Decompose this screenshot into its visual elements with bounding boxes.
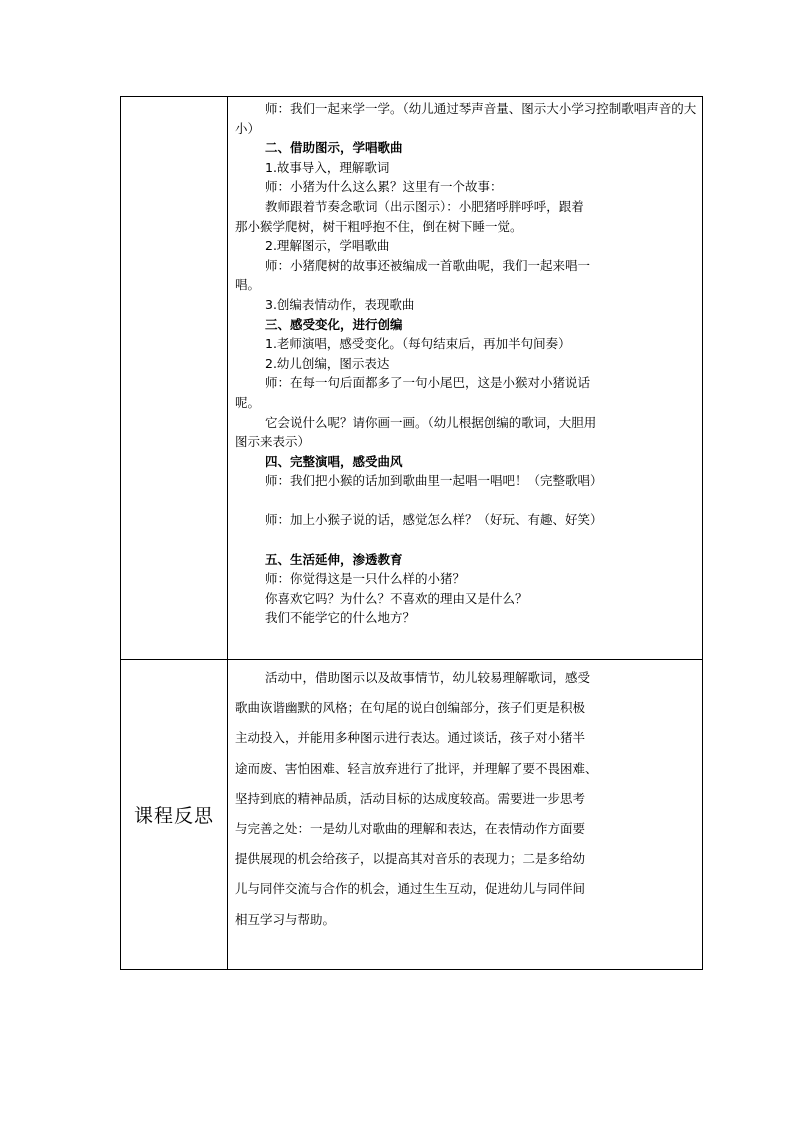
content-line: 图示来表示） bbox=[235, 434, 311, 450]
content-line: 那小猴学爬树，树干粗呼抱不住，倒在树下睡一觉。 bbox=[235, 218, 523, 234]
content-line: 唱。 bbox=[235, 277, 261, 293]
reflection-line: 坚持到底的精神品质，活动目标的达成度较高。需要进一步思考 bbox=[235, 790, 586, 806]
process-content-cell bbox=[235, 99, 697, 628]
reflection-content-cell bbox=[235, 663, 697, 935]
reflection-label: 课程反思 bbox=[133, 805, 214, 827]
lesson-table bbox=[120, 96, 703, 970]
content-line: 教师跟着节奏念歌词（出示图示）：小肥猪呼胖呼呼，跟着 bbox=[265, 198, 584, 214]
content-line: 师：小猪为什么这么累？这里有一个故事： bbox=[265, 179, 503, 195]
section-heading: 五、生活延伸，渗透教育 bbox=[265, 551, 403, 567]
content-line: 师：在每一句后面都多了一句小尾巴，这是小猴对小猪说话 bbox=[265, 375, 591, 391]
content-line: 你喜欢它吗？为什么？不喜欢的理由又是什么？ bbox=[265, 590, 528, 606]
column-divider bbox=[227, 97, 228, 969]
content-line: 1.老师演唱，感受变化。（每句结束后，再加半句间奏） bbox=[265, 336, 571, 352]
content-line: 师：小猪爬树的故事还被编成一首歌曲呢，我们一起来唱一 bbox=[265, 257, 591, 273]
reflection-line: 提供展现的机会给孩子，以提高其对音乐的表现力；二是多给幼 bbox=[235, 851, 586, 867]
reflection-line: 途而废、害怕困难、轻言放弃进行了批评，并理解了要不畏困难、 bbox=[235, 760, 598, 776]
content-line: 它会说什么呢？请你画一画。（幼儿根据创编的歌词，大胆用 bbox=[265, 414, 597, 430]
content-line: 1.故事导入，理解歌词 bbox=[265, 159, 390, 175]
content-line: 3.创编表情动作，表现歌曲 bbox=[265, 296, 415, 312]
content-line: 师：你觉得这是一只什么样的小猪？ bbox=[265, 571, 466, 587]
reflection-line: 相互学习与帮助。 bbox=[235, 911, 336, 927]
content-line: 我们不能学它的什么地方？ bbox=[265, 610, 416, 626]
content-line: 呢。 bbox=[235, 394, 261, 410]
content-line: 师：我们把小猴的话加到歌曲里一起唱一唱吧！（完整歌唱） bbox=[265, 473, 603, 489]
content-line: 师：加上小猴子说的话，感觉怎么样？（好玩、有趣、好笑） bbox=[265, 512, 603, 528]
section-heading: 四、完整演唱，感受曲风 bbox=[265, 453, 403, 469]
section-heading: 三、感受变化，进行创编 bbox=[265, 316, 403, 332]
reflection-line: 歌曲诙谐幽默的风格；在句尾的说白创编部分，孩子们更是积极 bbox=[235, 700, 586, 716]
content-line: 2.理解图示，学唱歌曲 bbox=[265, 238, 390, 254]
reflection-line: 主动投入，并能用多种图示进行表达。通过谈话，孩子对小猪半 bbox=[235, 730, 586, 746]
blank-line bbox=[235, 491, 697, 511]
blank-line bbox=[235, 530, 697, 550]
reflection-line: 活动中，借助图示以及故事情节，幼儿较易理解歌词，感受 bbox=[265, 670, 591, 685]
reflection-line: 儿与同伴交流与合作的机会，通过生生互动，促进幼儿与同伴间 bbox=[235, 881, 586, 897]
section-heading: 二、借助图示，学唱歌曲 bbox=[265, 140, 403, 156]
content-line: 师：我们一起来学一学。（幼儿通过琴声音量、图示大小学习控制歌唱声音的大小） bbox=[235, 101, 697, 136]
reflection-line: 与完善之处：一是幼儿对歌曲的理解和表达，在表情动作方面要 bbox=[235, 821, 586, 837]
content-line: 2.幼儿创编，图示表达 bbox=[265, 355, 390, 371]
